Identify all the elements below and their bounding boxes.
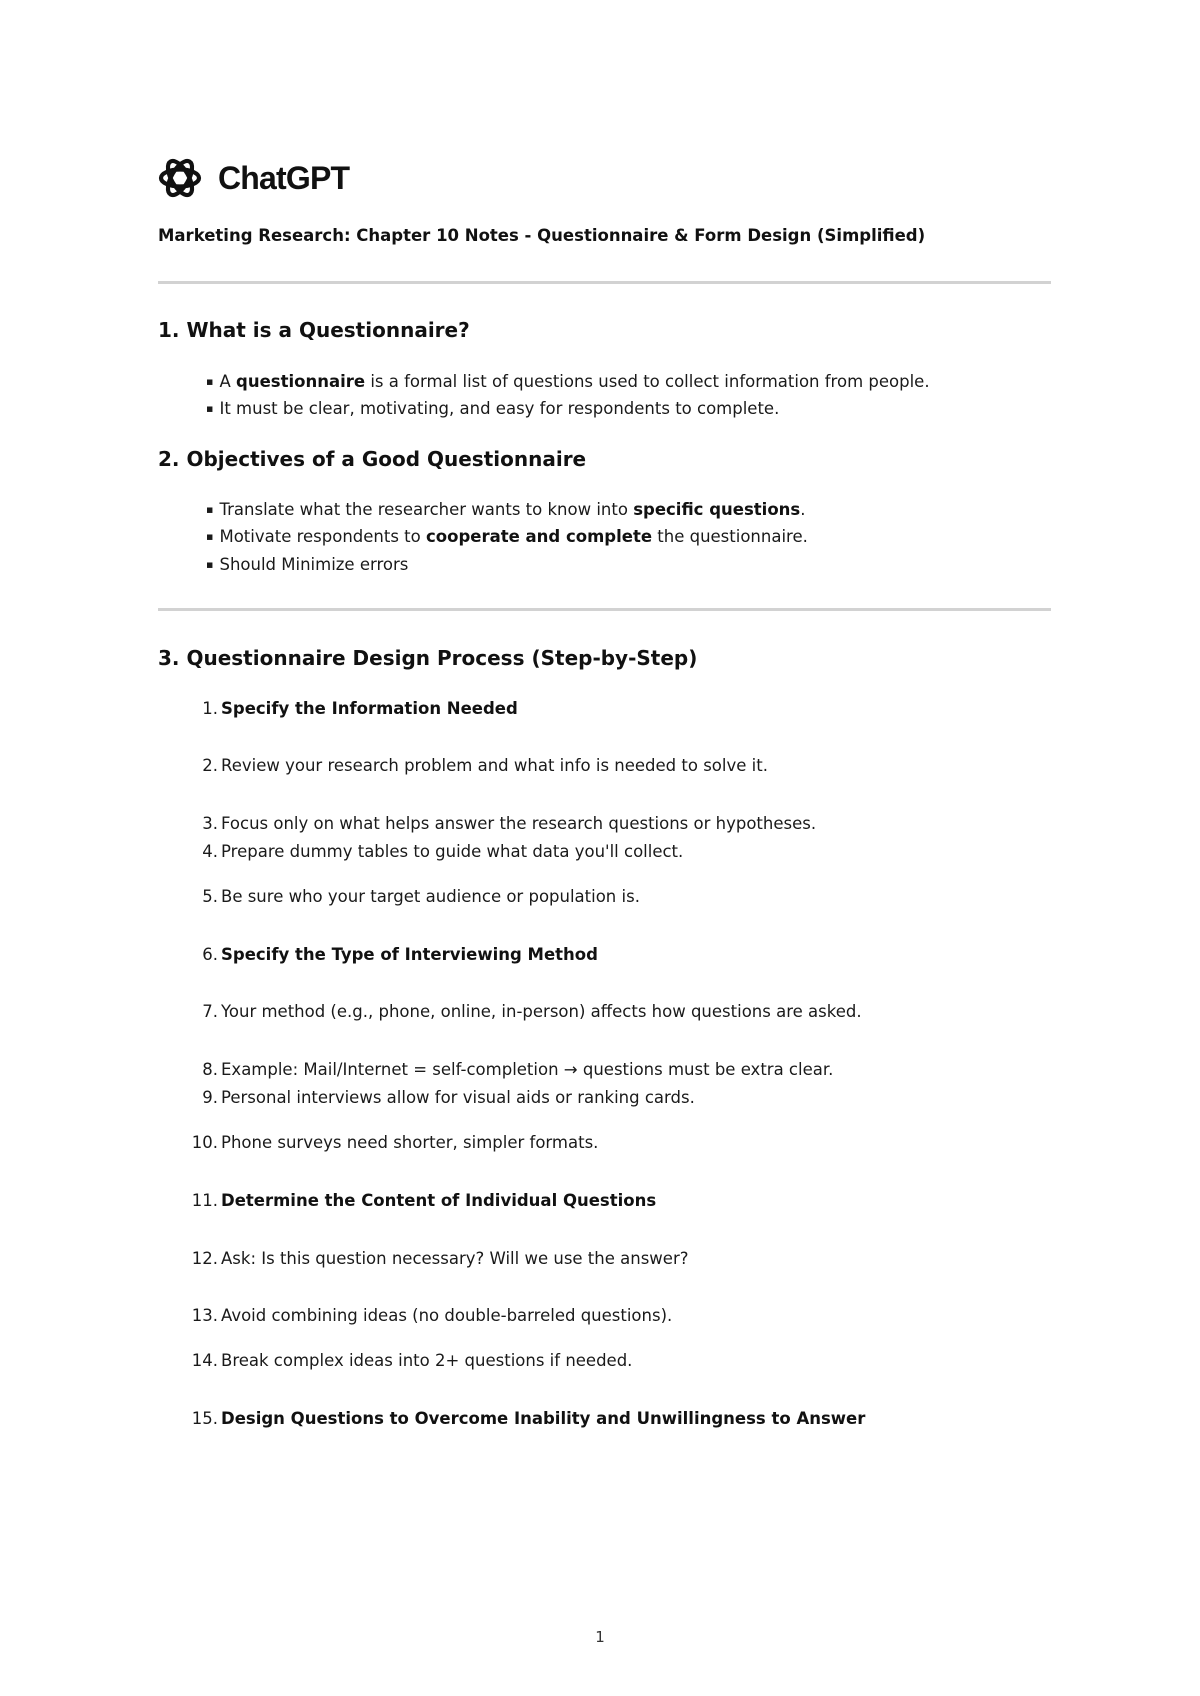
step-item: 12. Ask: Is this question necessary? Will we use the answer?: [191, 1249, 689, 1268]
step-item: 11. Determine the Content of Individual Questions: [191, 1191, 657, 1210]
page-number: 1: [595, 1628, 605, 1646]
step-item: 8. Example: Mail/Internet = self-completion → questions must be extra clear.: [202, 1060, 834, 1079]
bullet-item: ▪ Motivate respondents to cooperate and complete the questionnaire.: [206, 527, 808, 546]
step-item: 1. Specify the Information Needed: [202, 699, 518, 718]
bullet-item: ▪ It must be clear, motivating, and easy for respondents to complete.: [206, 399, 780, 418]
document-title: Marketing Research: Chapter 10 Notes - Questionnaire & Form Design (Simplified): [158, 226, 926, 245]
step-item: 14. Break complex ideas into 2+ questions if needed.: [191, 1351, 633, 1370]
bullet-icon: ▪: [206, 530, 214, 543]
openai-knot-icon: [158, 156, 202, 200]
bullet-icon: ▪: [206, 375, 214, 388]
section-heading-3: 3. Questionnaire Design Process (Step-by-Step): [158, 646, 698, 670]
step-item: 9. Personal interviews allow for visual aids or ranking cards.: [202, 1088, 695, 1107]
logo-text: ChatGPT: [218, 159, 350, 196]
step-item: 4. Prepare dummy tables to guide what data you'll collect.: [202, 842, 684, 861]
bullet-item: ▪ Translate what the researcher wants to know into specific questions.: [206, 500, 806, 519]
divider: [158, 608, 1051, 611]
section-heading-1: 1. What is a Questionnaire?: [158, 318, 470, 342]
chatgpt-logo: [158, 156, 349, 200]
section-heading-2: 2. Objectives of a Good Questionnaire: [158, 447, 587, 471]
bullet-item: ▪ Should Minimize errors: [206, 555, 409, 574]
bullet-item: ▪ A questionnaire is a formal list of questions used to collect information from people.: [206, 372, 930, 391]
step-item: 3. Focus only on what helps answer the research questions or hypotheses.: [202, 814, 817, 833]
step-item: 2. Review your research problem and what info is needed to solve it.: [202, 756, 768, 775]
step-item: 10. Phone surveys need shorter, simpler formats.: [191, 1133, 599, 1152]
step-item: 13. Avoid combining ideas (no double-barreled questions).: [191, 1306, 673, 1325]
step-item: 15. Design Questions to Overcome Inability and Unwillingness to Answer: [191, 1409, 866, 1428]
divider: [158, 281, 1051, 284]
step-item: 7. Your method (e.g., phone, online, in-person) affects how questions are asked.: [202, 1002, 862, 1021]
step-item: 5. Be sure who your target audience or population is.: [202, 887, 640, 906]
bullet-icon: ▪: [206, 402, 214, 415]
step-item: 6. Specify the Type of Interviewing Method: [202, 945, 598, 964]
bullet-icon: ▪: [206, 503, 214, 516]
bullet-icon: ▪: [206, 558, 214, 571]
